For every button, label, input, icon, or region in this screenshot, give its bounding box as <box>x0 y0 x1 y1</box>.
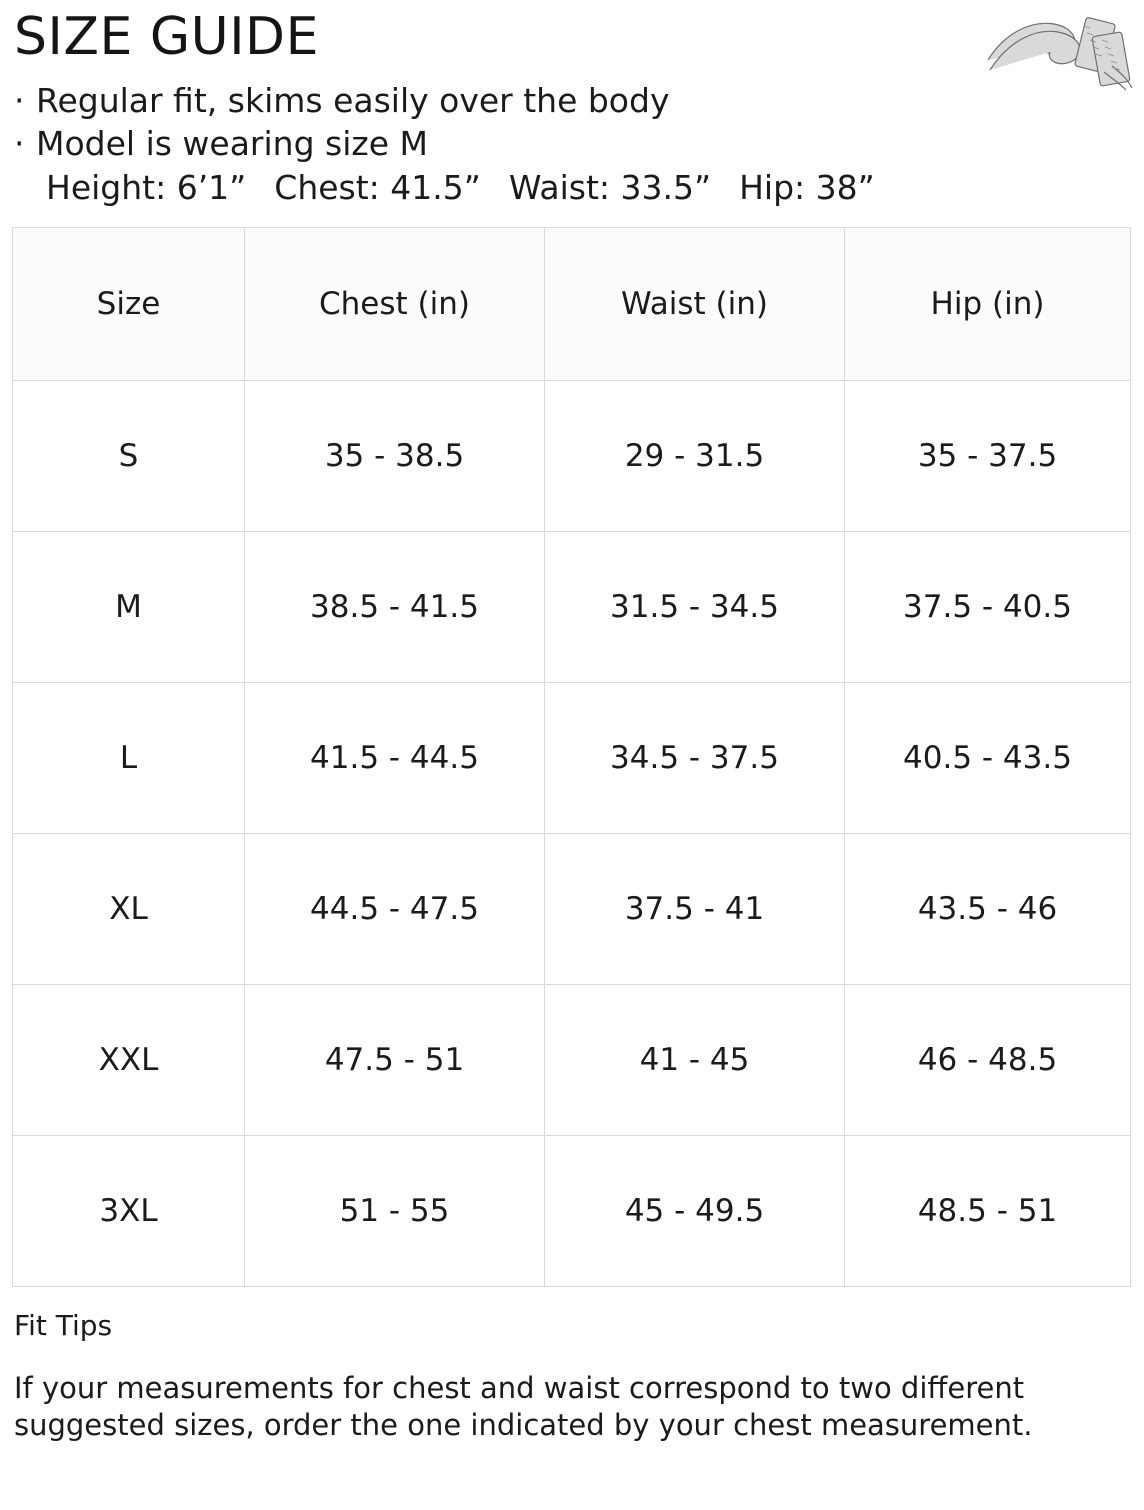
cell-size: 3XL <box>13 1136 245 1287</box>
cell-size: L <box>13 683 245 834</box>
model-hip: Hip: 38” <box>739 167 875 207</box>
model-waist: Waist: 33.5” <box>508 167 712 207</box>
cell-hip: 37.5 - 40.5 <box>845 532 1131 683</box>
column-header-size: Size <box>13 228 245 381</box>
size-chart-table <box>12 227 1131 1287</box>
table-row <box>13 1136 1131 1287</box>
fit-note-text: Model is wearing size M <box>36 124 428 164</box>
cell-waist: 31.5 - 34.5 <box>545 532 845 683</box>
cell-size: M <box>13 532 245 683</box>
table-row <box>13 985 1131 1136</box>
column-header-hip: Hip (in) <box>845 228 1131 381</box>
table-row <box>13 532 1131 683</box>
fit-notes <box>14 79 1132 210</box>
fit-tips-body: If your measurements for chest and waist correspond to two different suggested sizes, order the one indicated by your chest measurement. <box>14 1371 1033 1443</box>
table-header-row <box>13 228 1131 381</box>
cell-waist: 41 - 45 <box>545 985 845 1136</box>
cell-hip: 43.5 - 46 <box>845 834 1131 985</box>
cell-size: XL <box>13 834 245 985</box>
fit-note-item <box>14 122 1132 166</box>
fit-note-item <box>14 79 1132 123</box>
table-row <box>13 381 1131 532</box>
cell-waist: 34.5 - 37.5 <box>545 683 845 834</box>
column-header-chest: Chest (in) <box>245 228 545 381</box>
bullet-marker: · <box>14 80 25 120</box>
cell-hip: 40.5 - 43.5 <box>845 683 1131 834</box>
cell-size: S <box>13 381 245 532</box>
cell-chest: 51 - 55 <box>245 1136 545 1287</box>
cell-hip: 35 - 37.5 <box>845 381 1131 532</box>
size-guide-page <box>0 7 1144 1510</box>
bullet-marker: · <box>14 124 25 164</box>
cell-waist: 29 - 31.5 <box>545 381 845 532</box>
cell-waist: 37.5 - 41 <box>545 834 845 985</box>
cell-chest: 44.5 - 47.5 <box>245 834 545 985</box>
cell-chest: 35 - 38.5 <box>245 381 545 532</box>
fit-tips-title: Fit Tips <box>14 1309 113 1343</box>
model-height: Height: 6’1” <box>46 167 247 207</box>
model-chest: Chest: 41.5” <box>274 167 481 207</box>
cell-size: XXL <box>13 985 245 1136</box>
table-row <box>13 683 1131 834</box>
table-row <box>13 834 1131 985</box>
cell-hip: 48.5 - 51 <box>845 1136 1131 1287</box>
cell-hip: 46 - 48.5 <box>845 985 1131 1136</box>
fit-note-text: Regular fit, skims easily over the body <box>36 80 670 120</box>
cell-chest: 41.5 - 44.5 <box>245 683 545 834</box>
cell-waist: 45 - 49.5 <box>545 1136 845 1287</box>
cell-chest: 38.5 - 41.5 <box>245 532 545 683</box>
cell-chest: 47.5 - 51 <box>245 985 545 1136</box>
model-measurements <box>46 166 1132 210</box>
page-title: SIZE GUIDE <box>14 7 319 67</box>
column-header-waist: Waist (in) <box>545 228 845 381</box>
tape-measure-icon <box>984 14 1134 94</box>
